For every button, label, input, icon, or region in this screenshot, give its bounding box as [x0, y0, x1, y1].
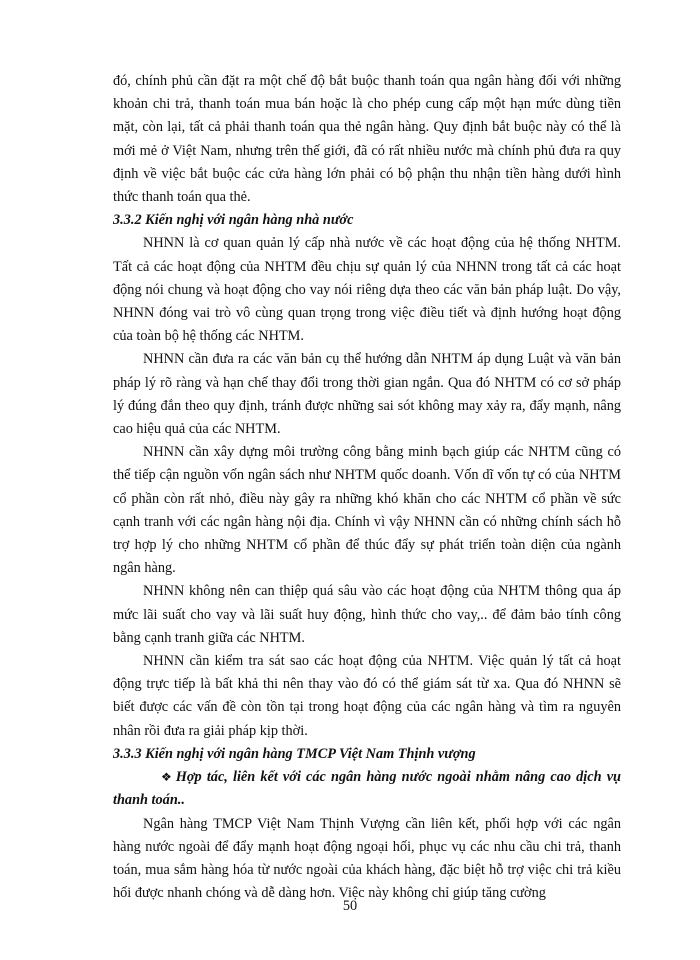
paragraph-nhnn-guidance: NHNN cần đưa ra các văn bản cụ thể hướng dẫn NHTM áp dụng Luật và văn bản pháp lý rõ ràng và hạn chế thay đổi trong thời gian ngắn. Qua đó NHTM có cơ sở pháp lý đúng đắn theo quy định, tránh được những sai sót không may xảy ra, đẩy mạnh, nâng cao hiệu quả của các NHTM.: [113, 351, 621, 438]
paragraph-vpbank-cooperation: Ngân hàng TMCP Việt Nam Thịnh Vượng cần liên kết, phối hợp với các ngân hàng nước ngoài để đẩy mạnh hoạt động ngoại hối, phục vụ các nhu cầu chi trả, thanh toán, mua sắm hàng hóa từ nước ngoài của khách hàng, đặc biệt hỗ trợ việc chi trả kiều hối được nhanh chóng và dễ dàng hơn. Việc này không chỉ giúp tăng cường: [113, 815, 621, 902]
section-heading-3-3-2: 3.3.2 Kiến nghị với ngân hàng nhà nước: [113, 212, 354, 229]
document-page: [113, 70, 621, 905]
paragraph-nhnn-supervision: NHNN cần kiểm tra sát sao các hoạt động của NHTM. Việc quản lý tất cả hoạt động trực tiếp là bất khả thi nên thay vào đó có thể giám sát từ xa. Qua đó NHNN sẽ biết được các vấn đề còn tồn tại trong hoạt động của các ngân hàng và tìm ra nguyên nhân rồi đưa ra giải pháp kịp thời.: [113, 653, 621, 739]
section-heading-3-3-3: 3.3.3 Kiến nghị với ngân hàng TMCP Việt Nam Thịnh vượng: [113, 745, 476, 762]
page-number: 50: [342, 898, 358, 914]
paragraph-payment-regulation: đó, chính phủ cần đặt ra một chế độ bắt buộc thanh toán qua ngân hàng đối với những khoản chi trả, thanh toán mua bán hoặc là cho phép cung cấp một hạn mức dùng tiền mặt, còn lại, tất cả phải thanh toán qua thẻ ngân hàng. Quy định bắt buộc này có thể là mới mẻ ở Việt Nam, nhưng trên thế giới, đã có rất nhiều nước mà chính phủ đưa ra quy định về việc bắt buộc các cửa hàng lớn phải có bộ phận thu nhận tiền hàng dưới hình thức thanh toán qua thẻ.: [113, 73, 621, 206]
bullet-heading: [113, 766, 621, 812]
paragraph-nhnn-role: NHNN là cơ quan quản lý cấp nhà nước về các hoạt động của hệ thống NHTM. Tất cả các hoạt động của NHTM đều chịu sự quản lý của NHNN trong tất cả các hoạt động nói chung và hoạt động cho vay nói riêng dựa theo các văn bản pháp luật. Do vậy, NHNN đóng vai trò vô cùng quan trọng trong việc điều tiết và định hướng hoạt động của toàn bộ hệ thống các NHTM.: [113, 235, 621, 345]
bullet-heading-text: Hợp tác, liên kết với các ngân hàng nước ngoài nhằm nâng cao dịch vụ thanh toán..: [113, 769, 621, 809]
paragraph-nhnn-intervention: NHNN không nên can thiệp quá sâu vào các hoạt động của NHTM thông qua áp mức lãi suất cho vay và lãi suất huy động, hình thức cho vay,.. để đảm bảo tính công bằng cạnh tranh giữa các NHTM.: [113, 583, 621, 646]
paragraph-nhnn-fair-environment: NHNN cần xây dựng môi trường công bằng minh bạch giúp các NHTM cũng có thể tiếp cận nguồn vốn ngân sách như NHTM quốc doanh. Vốn dĩ vốn tự có của NHTM cổ phần còn rất nhỏ, điều này gây ra những khó khăn cho các NHTM cổ phần về sức cạnh tranh với các ngân hàng nội địa. Chính vì vậy NHNN cần có những chính sách hỗ trợ hợp lý cho những NHTM cổ phần để thúc đẩy sự phát triển toàn diện của ngành ngân hàng.: [113, 444, 621, 577]
diamond-bullet-icon: ❖: [161, 770, 172, 785]
